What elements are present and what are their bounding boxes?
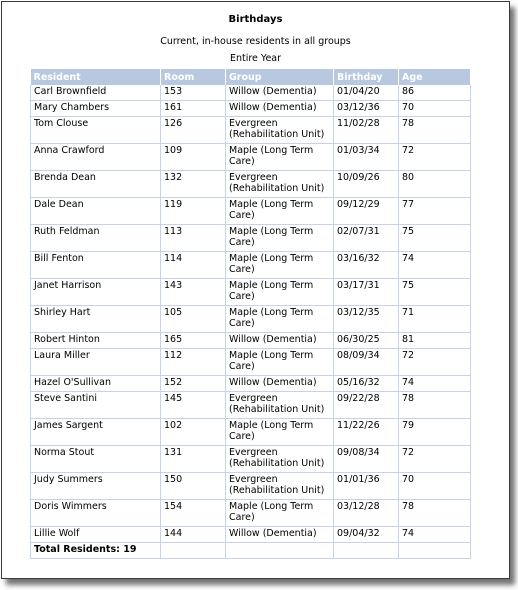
cell-resident: Shirley Hart <box>31 306 161 333</box>
cell-room: 154 <box>161 500 226 527</box>
cell-room: 112 <box>161 349 226 376</box>
cell-room: 153 <box>161 85 226 101</box>
total-row <box>31 543 471 559</box>
cell-group: Evergreen (Rehabilitation Unit) <box>226 171 334 198</box>
cell-group: Maple (Long Term Care) <box>226 144 334 171</box>
cell-resident: Judy Summers <box>31 473 161 500</box>
table-row <box>31 85 471 101</box>
cell-room: 152 <box>161 376 226 392</box>
cell-resident: Norma Stout <box>31 446 161 473</box>
cell-birthday: 09/08/34 <box>334 446 399 473</box>
cell-group: Maple (Long Term Care) <box>226 500 334 527</box>
cell-birthday: 11/02/28 <box>334 117 399 144</box>
cell-birthday: 05/16/32 <box>334 376 399 392</box>
cell-birthday: 03/17/31 <box>334 279 399 306</box>
cell-room: 145 <box>161 392 226 419</box>
cell-group: Willow (Dementia) <box>226 376 334 392</box>
column-header-resident: Resident <box>31 69 161 85</box>
cell-room: 144 <box>161 527 226 543</box>
table-row <box>31 144 471 171</box>
total-residents: Total Residents: 19 <box>31 543 161 559</box>
cell-birthday: 09/04/32 <box>334 527 399 543</box>
cell-group: Maple (Long Term Care) <box>226 279 334 306</box>
column-header-birthday: Birthday <box>334 69 399 85</box>
table-row <box>31 225 471 252</box>
report-page <box>1 1 510 579</box>
cell-age: 70 <box>399 101 471 117</box>
cell-birthday: 03/12/36 <box>334 101 399 117</box>
cell-group: Willow (Dementia) <box>226 85 334 101</box>
cell-birthday: 08/09/34 <box>334 349 399 376</box>
cell-age: 81 <box>399 333 471 349</box>
cell-birthday: 06/30/25 <box>334 333 399 349</box>
table-header-row <box>31 69 471 85</box>
cell-age: 78 <box>399 392 471 419</box>
cell-resident: Bill Fenton <box>31 252 161 279</box>
cell-birthday: 10/09/26 <box>334 171 399 198</box>
cell-resident: Dale Dean <box>31 198 161 225</box>
cell-group: Evergreen (Rehabilitation Unit) <box>226 117 334 144</box>
table-row <box>31 101 471 117</box>
cell-age: 75 <box>399 279 471 306</box>
cell-group: Willow (Dementia) <box>226 527 334 543</box>
cell-age: 74 <box>399 527 471 543</box>
cell-resident: Ruth Feldman <box>31 225 161 252</box>
cell-resident: Hazel O'Sullivan <box>31 376 161 392</box>
table-row <box>31 117 471 144</box>
cell-age: 80 <box>399 171 471 198</box>
cell-age: 75 <box>399 225 471 252</box>
cell-age: 79 <box>399 419 471 446</box>
cell-age: 86 <box>399 85 471 101</box>
cell-resident: Doris Wimmers <box>31 500 161 527</box>
table-row <box>31 252 471 279</box>
cell-resident: Carl Brownfield <box>31 85 161 101</box>
cell-group: Evergreen (Rehabilitation Unit) <box>226 473 334 500</box>
cell-resident: Steve Santini <box>31 392 161 419</box>
cell-age: 72 <box>399 349 471 376</box>
cell-group: Maple (Long Term Care) <box>226 306 334 333</box>
cell-age: 71 <box>399 306 471 333</box>
cell-resident: Anna Crawford <box>31 144 161 171</box>
cell-room: 131 <box>161 446 226 473</box>
cell-room: 109 <box>161 144 226 171</box>
table-row <box>31 349 471 376</box>
table-row <box>31 446 471 473</box>
column-header-age: Age <box>399 69 471 85</box>
table-row <box>31 527 471 543</box>
cell-group: Evergreen (Rehabilitation Unit) <box>226 446 334 473</box>
table-row <box>31 376 471 392</box>
table-row <box>31 419 471 446</box>
cell-age: 70 <box>399 473 471 500</box>
cell-birthday: 11/22/26 <box>334 419 399 446</box>
cell-birthday: 03/16/32 <box>334 252 399 279</box>
report-subtitle: Current, in-house residents in all groups <box>160 36 351 47</box>
table-row <box>31 392 471 419</box>
cell-birthday: 02/07/31 <box>334 225 399 252</box>
cell-age: 72 <box>399 446 471 473</box>
cell-room: 114 <box>161 252 226 279</box>
cell-birthday: 01/01/36 <box>334 473 399 500</box>
cell-birthday: 09/22/28 <box>334 392 399 419</box>
cell-group: Willow (Dementia) <box>226 101 334 117</box>
cell-room: 132 <box>161 171 226 198</box>
cell-age: 74 <box>399 252 471 279</box>
cell-age: 77 <box>399 198 471 225</box>
cell-birthday: 03/12/35 <box>334 306 399 333</box>
report-date-range: Entire Year <box>229 53 282 64</box>
cell-age: 72 <box>399 144 471 171</box>
cell-resident: Janet Harrison <box>31 279 161 306</box>
cell-resident: Lillie Wolf <box>31 527 161 543</box>
cell-age: 74 <box>399 376 471 392</box>
cell-room: 165 <box>161 333 226 349</box>
table-row <box>31 473 471 500</box>
cell-room: 119 <box>161 198 226 225</box>
cell-resident: Laura Miller <box>31 349 161 376</box>
cell-resident: Mary Chambers <box>31 101 161 117</box>
column-header-group: Group <box>226 69 334 85</box>
cell-group: Maple (Long Term Care) <box>226 419 334 446</box>
cell-birthday: 03/12/28 <box>334 500 399 527</box>
cell-room: 161 <box>161 101 226 117</box>
cell-room: 143 <box>161 279 226 306</box>
table-row <box>31 198 471 225</box>
cell-room: 102 <box>161 419 226 446</box>
cell-birthday: 01/04/20 <box>334 85 399 101</box>
table-row <box>31 306 471 333</box>
cell-group: Willow (Dementia) <box>226 333 334 349</box>
cell-age: 78 <box>399 500 471 527</box>
table-row <box>31 500 471 527</box>
cell-resident: Tom Clouse <box>31 117 161 144</box>
report-title: Birthdays <box>228 14 283 25</box>
cell-group: Evergreen (Rehabilitation Unit) <box>226 392 334 419</box>
table-row <box>31 333 471 349</box>
cell-birthday: 01/03/34 <box>334 144 399 171</box>
cell-resident: James Sargent <box>31 419 161 446</box>
table-row <box>31 171 471 198</box>
cell-birthday: 09/12/29 <box>334 198 399 225</box>
cell-group: Maple (Long Term Care) <box>226 349 334 376</box>
table-row <box>31 279 471 306</box>
cell-group: Maple (Long Term Care) <box>226 198 334 225</box>
cell-group: Maple (Long Term Care) <box>226 225 334 252</box>
cell-room: 126 <box>161 117 226 144</box>
birthdays-table <box>30 69 471 559</box>
cell-room: 105 <box>161 306 226 333</box>
column-header-room: Room <box>161 69 226 85</box>
cell-room: 113 <box>161 225 226 252</box>
cell-room: 150 <box>161 473 226 500</box>
cell-resident: Brenda Dean <box>31 171 161 198</box>
cell-group: Maple (Long Term Care) <box>226 252 334 279</box>
cell-resident: Robert Hinton <box>31 333 161 349</box>
cell-age: 78 <box>399 117 471 144</box>
